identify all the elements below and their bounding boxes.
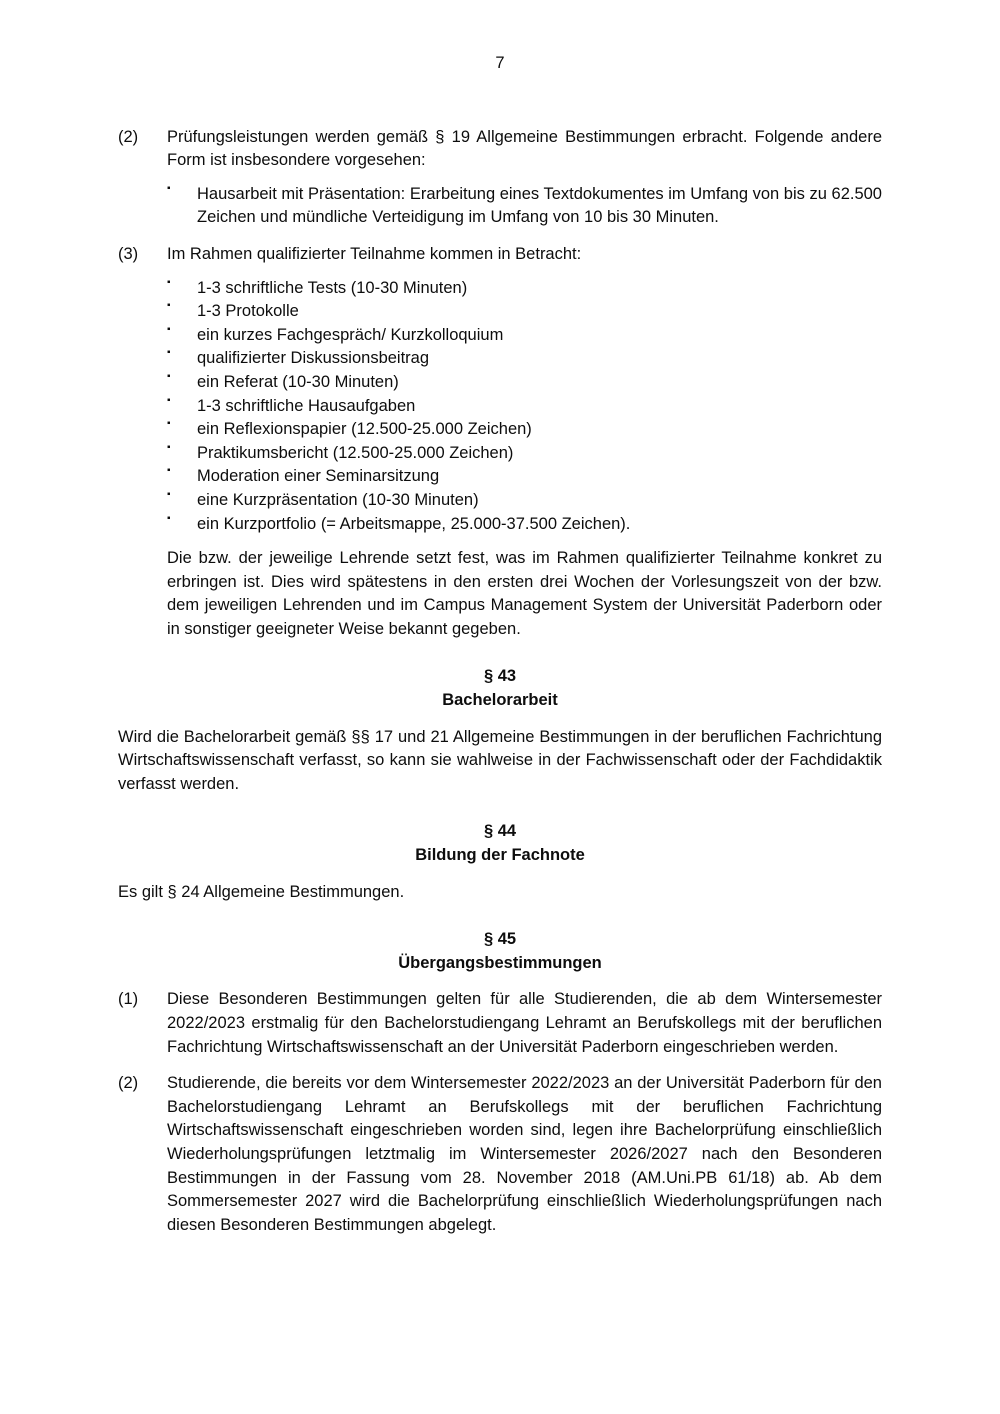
- list-item-text: Praktikumsbericht (12.500-25.000 Zeichen): [197, 443, 514, 462]
- list-item: [167, 371, 882, 395]
- list-item: [167, 395, 882, 419]
- list-item-text: 1-3 schriftliche Tests (10-30 Minuten): [197, 278, 468, 297]
- section-45-heading: [118, 928, 882, 975]
- section-43-body: Wird die Bachelorarbeit gemäß §§ 17 und 21 Allgemeine Bestimmungen in der beruflichen Fachrichtung Wirtschaftswissenschaft verfasst, so kann sie wahlweise in der Fachwissenschaft oder der Fachdidaktik verfasst werden.: [118, 727, 882, 793]
- list-item: [167, 465, 882, 489]
- list-item: [167, 418, 882, 442]
- paragraph-2: [118, 126, 882, 230]
- bullet-icon: ▪: [167, 300, 171, 312]
- list-item-text: ein Reflexionspapier (12.500-25.000 Zeichen): [197, 420, 532, 439]
- list-item: [167, 442, 882, 466]
- bullet-icon: ▪: [167, 512, 171, 524]
- section-45-paragraph-2-text: Studierende, die bereits vor dem Wintersemester 2022/2023 an der Universität Paderborn für den Bachelorstudiengang Lehramt an Berufskollegs mit der beruflichen Fachrichtung Wirtschaftswissenschaft eingeschrieben worden sind, legen ihre Bachelorprüfung einschließlich Wiederholungsprüfungen letztmalig im Wintersemester 2026/2027 nach den Besonderen Bestimmungen in der Fassung vom 28. November 2018 (AM.Uni.PB 61/18) ab. Ab dem Sommersemester 2027 wird die Bachelorprüfung einschließlich Wiederholungsprüfungen nach diesen Besonderen Bestimmungen abgelegt.: [167, 1074, 882, 1234]
- bullet-icon: ▪: [167, 323, 171, 335]
- list-item: [167, 300, 882, 324]
- bullet-icon: ▪: [167, 370, 171, 382]
- list-item: [167, 347, 882, 371]
- section-44-heading: [118, 820, 882, 867]
- section-45-number: § 45: [483, 930, 517, 949]
- paragraph-2-label: (2): [118, 127, 139, 146]
- section-44-title: Bildung der Fachnote: [415, 846, 585, 865]
- section-43-heading: [118, 665, 882, 712]
- list-item-text: 1-3 schriftliche Hausaufgaben: [197, 396, 416, 415]
- paragraph-2-text: Prüfungsleistungen werden gemäß § 19 Allgemeine Bestimmungen erbracht. Folgende andere Form ist insbesondere vorgesehen:: [167, 127, 882, 170]
- bullet-icon: ▪: [167, 394, 171, 406]
- list-item-text: eine Kurzpräsentation (10-30 Minuten): [197, 490, 479, 509]
- paragraph-3-body: [167, 243, 882, 642]
- bullet-icon: ▪: [167, 488, 171, 500]
- page-number: 7: [495, 54, 505, 72]
- paragraph-3-label: (3): [118, 244, 139, 263]
- section-43-title: Bachelorarbeit: [442, 691, 558, 710]
- list-item-text: Hausarbeit mit Präsentation: Erarbeitung eines Textdokumentes im Umfang von bis zu 62.500 Zeichen und mündliche Verteidigung im Umfang von 10 bis 30 Minuten.: [197, 184, 882, 227]
- section-45-paragraph-2-body: [167, 1072, 882, 1237]
- bullet-icon: ▪: [167, 347, 171, 359]
- section-45-paragraph-2-label: (2): [118, 1074, 139, 1093]
- bullet-icon: ▪: [167, 465, 171, 477]
- list-item: [167, 513, 882, 537]
- section-45-paragraph-1-label: (1): [118, 990, 139, 1009]
- section-44-body: Es gilt § 24 Allgemeine Bestimmungen.: [118, 882, 405, 901]
- list-item-text: 1-3 Protokolle: [197, 302, 299, 321]
- paragraph-3: [118, 243, 882, 642]
- list-item: [167, 324, 882, 348]
- list-item-text: ein Referat (10-30 Minuten): [197, 372, 399, 391]
- section-44-number: § 44: [483, 822, 517, 841]
- section-45-paragraph-1: [118, 988, 882, 1059]
- bullet-icon: ▪: [167, 182, 171, 194]
- list-item: [167, 277, 882, 301]
- list-item-text: qualifizierter Diskussionsbeitrag: [197, 349, 430, 368]
- list-item-text: ein Kurzportfolio (= Arbeitsmappe, 25.000-37.500 Zeichen).: [197, 514, 631, 533]
- list-item: [167, 489, 882, 513]
- list-item: [167, 183, 882, 230]
- paragraph-3-bullet-list: [167, 277, 882, 537]
- list-item-text: Moderation einer Seminarsitzung: [197, 467, 440, 486]
- section-45-paragraph-1-text: Diese Besonderen Bestimmungen gelten für alle Studierenden, die ab dem Wintersemester 2022/2023 erstmalig für den Bachelorstudiengang Lehramt an Berufskollegs mit der beruflichen Fachrichtung Wirtschaftswissenschaft an der Universität Paderborn eingeschrieben werden.: [167, 990, 882, 1056]
- bullet-icon: ▪: [167, 441, 171, 453]
- bullet-icon: ▪: [167, 276, 171, 288]
- paragraph-2-body: [167, 126, 882, 230]
- list-item-text: ein kurzes Fachgespräch/ Kurzkolloquium: [197, 325, 504, 344]
- paragraph-2-bullet-list: [167, 183, 882, 230]
- section-43-number: § 43: [483, 667, 517, 686]
- paragraph-3-closing: Die bzw. der jeweilige Lehrende setzt fest, was im Rahmen qualifizierter Teilnahme konkret zu erbringen ist. Dies wird spätestens in den ersten drei Wochen der Vorlesungszeit von der bzw. dem jeweiligen Lehrenden und im Campus Management System der Universität Paderborn oder in sonstiger geeigneter Weise bekannt gegeben.: [167, 549, 882, 638]
- paragraph-3-text: Im Rahmen qualifizierter Teilnahme kommen in Betracht:: [167, 244, 582, 263]
- section-45-title: Übergangsbestimmungen: [398, 953, 602, 972]
- bullet-icon: ▪: [167, 418, 171, 430]
- section-45-paragraph-1-body: [167, 988, 882, 1059]
- section-45-paragraph-2: [118, 1072, 882, 1237]
